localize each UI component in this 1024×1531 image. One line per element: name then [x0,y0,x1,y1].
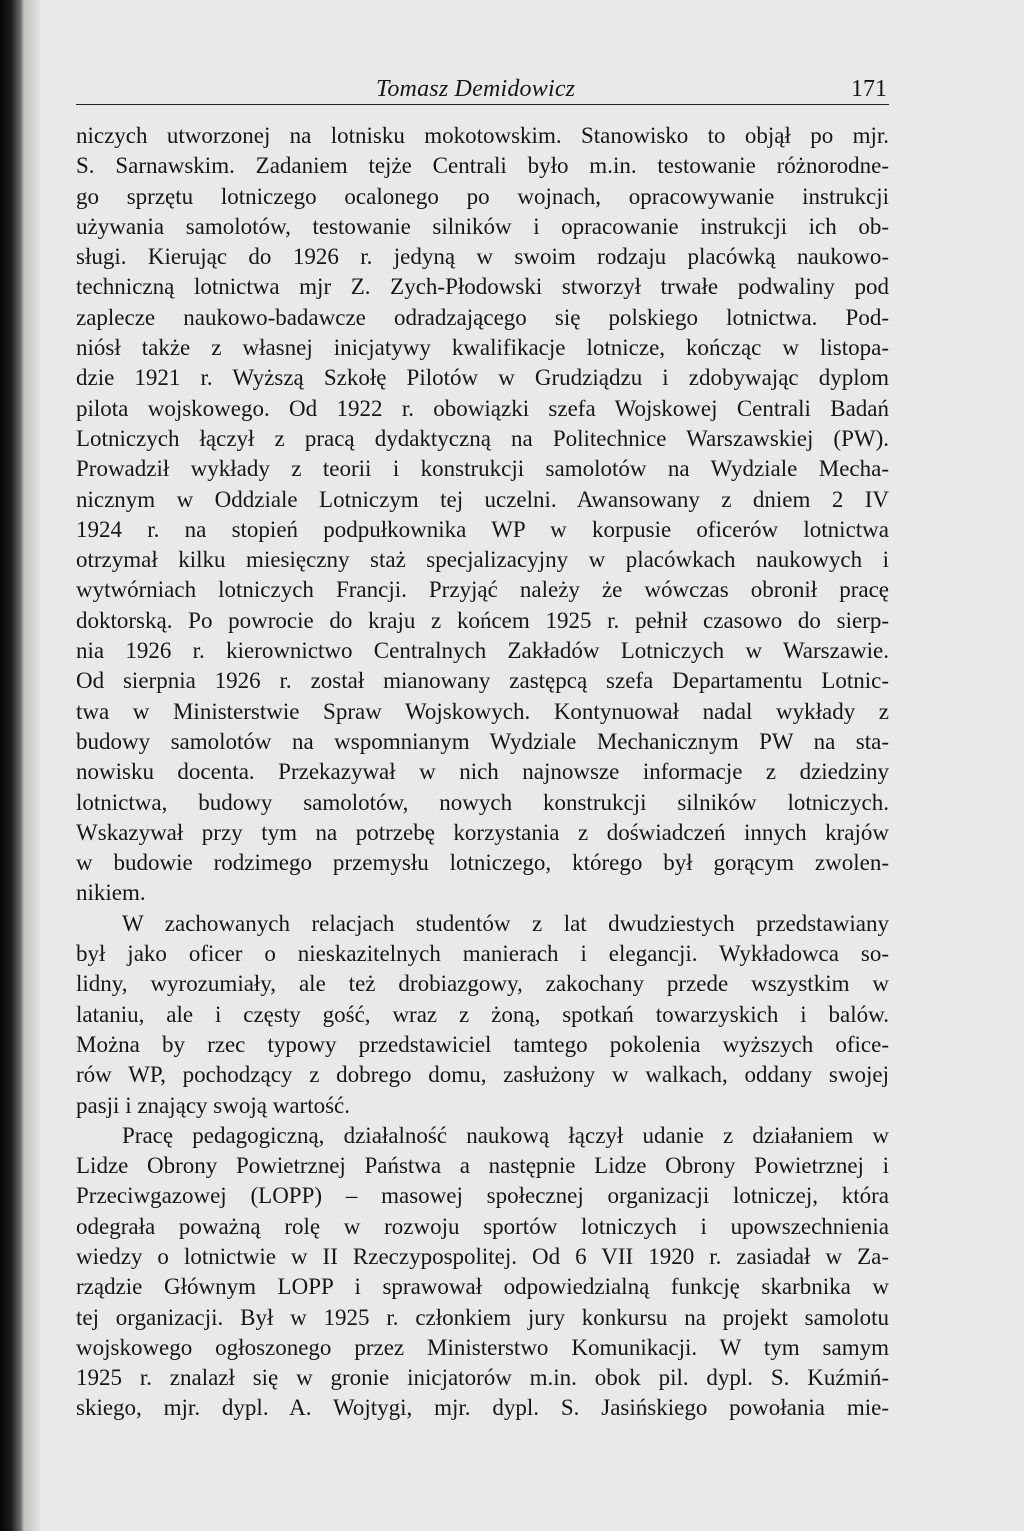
paragraph [76,1121,889,1424]
text-line: 1924 r. na stopień podpułkownika WP w korpusie oficerów lotnictwa [76,516,889,542]
text-line: Prowadził wykłady z teorii i konstrukcji samolotów na Wydziale Mecha- [76,456,889,482]
text-line: niósł także z własnej inicjatywy kwalifikacje lotnicze, kończąc w listopa- [76,335,889,361]
text-line: lotnictwa, budowy samolotów, nowych konstrukcji silników lotniczych. [76,789,889,815]
page-number: 171 [851,76,887,102]
text-line: budowy samolotów na wspomnianym Wydziale Mechanicznym PW na sta- [76,728,889,754]
text-line: zaplecze naukowo-badawcze odradzającego się polskiego lotnictwa. Pod- [76,304,889,330]
paragraph [76,909,889,1121]
text-line: Lidze Obrony Powietrznej Państwa a następnie Lidze Obrony Powietrznej i [76,1153,889,1179]
text-line: nikiem. [76,880,146,906]
text-line: był jako oficer o nieskazitelnych manierach i elegancji. Wykładowca so- [76,941,889,967]
book-binding-edge [0,0,24,1531]
text-line: sługi. Kierując do 1926 r. jedyną w swoim rodzaju placówką naukowo- [76,244,889,270]
text-line: go sprzętu lotniczego ocalonego po wojnach, opracowywanie instrukcji [76,183,889,209]
book-page [76,74,889,1424]
text-line: tej organizacji. Był w 1925 r. członkiem jury konkursu na projekt samolotu [76,1304,889,1330]
text-line: Lotniczych łączył z pracą dydaktyczną na Politechnice Warszawskiej (PW). [76,425,889,451]
text-line: doktorską. Po powrocie do kraju z końcem 1925 r. pełnił czasowo do sierp- [76,607,889,633]
text-line: dzie 1921 r. Wyższą Szkołę Pilotów w Grudziądzu i zdobywając dyplom [76,365,889,391]
text-line: niczych utworzonej na lotnisku mokotowskim. Stanowisko to objął po mjr. [76,123,889,148]
text-line: lidny, wyrozumiały, ale też drobiazgowy, zakochany przede wszystkim w [76,971,889,997]
text-line: nicznym w Oddziale Lotniczym tej uczelni. Awansowany z dniem 2 IV [76,486,889,512]
text-line: techniczną lotnictwa mjr Z. Zych-Płodowski stworzył trwałe podwaliny pod [76,274,889,300]
text-line: odegrała poważną rolę w rozwoju sportów lotniczych i upowszechnienia [76,1213,889,1239]
text-line: Przeciwgazowej (LOPP) – masowej społecznej organizacji lotniczej, która [76,1183,889,1209]
text-line: Od sierpnia 1926 r. został mianowany zastępcą szefa Departamentu Lotnic- [76,668,889,694]
text-line: S. Sarnawskim. Zadaniem tejże Centrali było m.in. testowanie różnorodne- [76,153,889,179]
text-line: nowisku docenta. Przekazywał w nich najnowsze informacje z dziedziny [76,759,889,785]
text-line: pasji i znający swoją wartość. [76,1092,350,1118]
running-title: Tomasz Demidowicz [376,76,576,102]
text-line: wiedzy o lotnictwie w II Rzeczypospolitej. Od 6 VII 1920 r. zasiadał w Za- [76,1243,889,1269]
text-line: 1925 r. znalazł się w gronie inicjatorów m.in. obok pil. dypl. S. Kuźmiń- [76,1365,889,1391]
text-line: twa w Ministerstwie Spraw Wojskowych. Kontynuował nadal wykłady z [76,698,889,724]
text-line: rów WP, pochodzący z dobrego domu, zasłużony w walkach, oddany swojej [76,1062,889,1088]
paragraph [76,121,889,909]
text-line: używania samolotów, testowanie silników i opracowanie instrukcji ich ob- [76,213,889,239]
text-line: otrzymał kilku miesięczny staż specjalizacyjny w placówkach naukowych i [76,547,889,573]
body-text [76,121,889,1424]
text-line: Pracę pedagogiczną, działalność naukową łączył udanie z działaniem w [122,1122,889,1148]
text-line: Można by rzec typowy przedstawiciel tamtego pokolenia wyższych ofice- [76,1031,889,1057]
text-line: lataniu, ale i częsty gość, wraz z żoną, spotkań towarzyskich i balów. [76,1001,889,1027]
running-header [76,74,889,105]
text-line: W zachowanych relacjach studentów z lat dwudziestych przedstawiany [122,910,889,936]
text-line: rządzie Głównym LOPP i sprawował odpowiedzialną funkcję skarbnika w [76,1274,889,1300]
text-line: wytwórniach lotniczych Francji. Przyjąć należy że wówczas obronił pracę [76,577,889,603]
text-line: pilota wojskowego. Od 1922 r. obowiązki szefa Wojskowej Centrali Badań [76,395,889,421]
binding-shadow [24,0,42,1531]
text-line: w budowie rodzimego przemysłu lotniczego, którego był gorącym zwolen- [76,850,889,876]
text-line: nia 1926 r. kierownictwo Centralnych Zakładów Lotniczych w Warszawie. [76,638,889,664]
text-line: Wskazywał przy tym na potrzebę korzystania z doświadczeń innych krajów [76,819,889,845]
text-line: wojskowego ogłoszonego przez Ministerstwo Komunikacji. W tym samym [76,1334,889,1360]
text-line: skiego, mjr. dypl. A. Wojtygi, mjr. dypl. S. Jasińskiego powołania mie- [76,1395,889,1421]
